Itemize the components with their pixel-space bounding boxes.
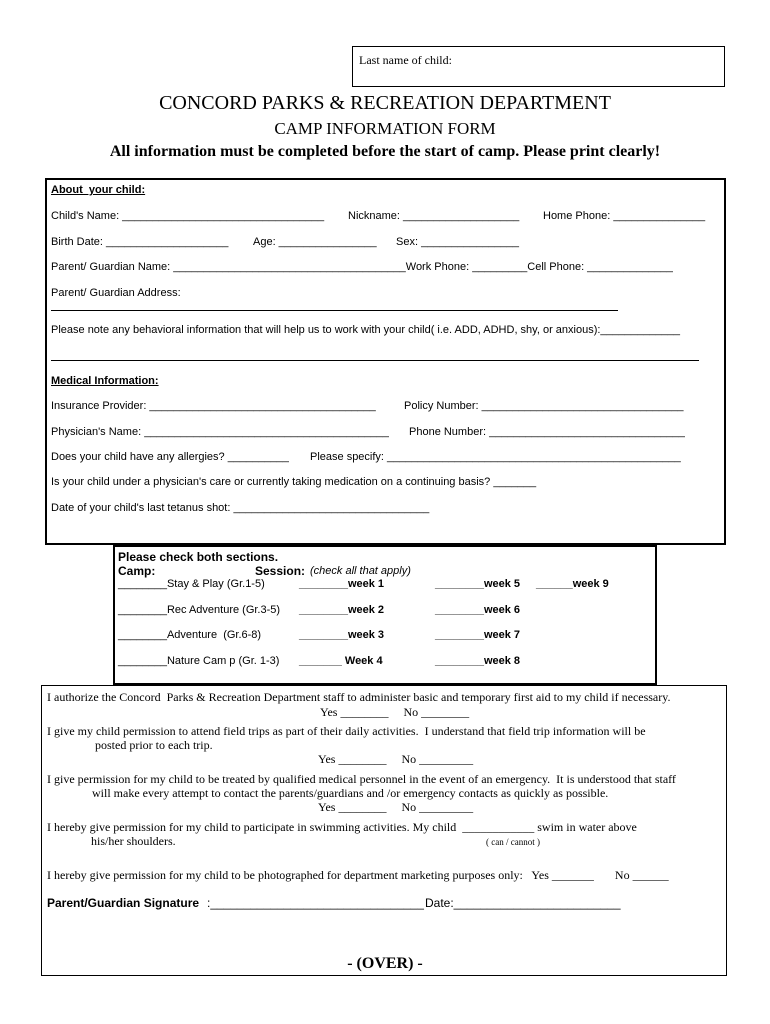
behavior-field[interactable]: Please note any behavioral information that will help us to work with your child( i.e. ADD, ADHD, shy, or anxious):_____________	[51, 324, 680, 336]
first-aid-yes-no[interactable]: Yes ________ No ________	[320, 705, 470, 719]
birth-date-field[interactable]: Birth Date: ____________________	[51, 236, 229, 248]
first-aid-text: I authorize the Concord Parks & Recreation Department staff to administer basic and temporary first aid to my child if necessary.	[47, 690, 671, 704]
form-instruction: All information must be completed before the start of camp. Please print clearly!	[109, 143, 661, 160]
nickname-field[interactable]: Nickname: ___________________	[348, 210, 520, 222]
about-heading: About your child:	[51, 184, 146, 196]
swimming-text[interactable]: I hereby give permission for my child to participate in swimming activities. My child ____________ swim in water above	[47, 820, 637, 834]
week-option[interactable]: ________week 3	[299, 629, 385, 641]
camp-label: Camp:	[118, 564, 156, 578]
page-title: CONCORD PARKS & RECREATION DEPARTMENT	[159, 92, 611, 114]
sessions-heading: Please check both sections.	[118, 550, 279, 564]
week-option[interactable]: ________week 7	[435, 629, 521, 641]
last-name-label: Last name of child:	[359, 53, 452, 67]
photo-permission-text[interactable]: I hereby give permission for my child to be photographed for department marketing purposes only: Yes _______ No ______	[47, 868, 669, 882]
week-option[interactable]: ________week 1	[299, 578, 385, 590]
physician-phone-field[interactable]: Phone Number: ________________________________	[409, 426, 685, 438]
parent-address-label: Parent/ Guardian Address:	[51, 287, 181, 299]
medication-field[interactable]: Is your child under a physician's care or currently taking medication on a continuing basis? _______	[51, 476, 537, 488]
medical-heading: Medical Information:	[51, 375, 159, 387]
medical-treatment-text: I give permission for my child to be treated by qualified medical personnel in the event of an emergency. It is understood that staff	[47, 772, 676, 786]
signature-label: Parent/Guardian Signature	[47, 896, 200, 910]
camp-option[interactable]: ________Rec Adventure (Gr.3-5)	[118, 604, 281, 616]
over-footer: - (OVER) -	[347, 955, 423, 972]
week-option[interactable]: ______week 9	[536, 578, 609, 590]
childs-name-field[interactable]: Child's Name: _________________________________	[51, 210, 325, 222]
medical-treatment-text-cont: will make every attempt to contact the parents/guardians and /or emergency contacts as quickly as possible.	[92, 786, 609, 800]
field-trips-text: I give my child permission to attend field trips as part of their daily activities. I understand that field trip information will be	[47, 724, 646, 738]
policy-number-field[interactable]: Policy Number: _________________________________	[404, 400, 684, 412]
insurance-field[interactable]: Insurance Provider: _____________________________________	[51, 400, 376, 412]
behavior-line[interactable]	[51, 360, 699, 361]
tetanus-field[interactable]: Date of your child's last tetanus shot: ________________________________	[51, 502, 430, 514]
week-option[interactable]: ________week 6	[435, 604, 521, 616]
week-option[interactable]: _______ Week 4	[299, 655, 383, 667]
session-label: Session:	[255, 564, 306, 578]
parent-address-line[interactable]	[51, 310, 618, 311]
medical-treatment-yes-no[interactable]: Yes ________ No _________	[318, 800, 474, 814]
allergies-specify-field[interactable]: Please specify: ________________________________________________	[310, 451, 681, 463]
camp-option[interactable]: ________Stay & Play (Gr.1-5)	[118, 578, 265, 590]
date-field[interactable]: Date:_________________________	[425, 896, 621, 910]
week-option[interactable]: ________week 5	[435, 578, 521, 590]
parent-name-phones-field[interactable]: Parent/ Guardian Name: ______________________________________Work Phone: _________Cell Phone: ______________	[51, 261, 673, 273]
signature-line[interactable]: :________________________________	[207, 896, 424, 910]
field-trips-text-cont: posted prior to each trip.	[95, 738, 213, 752]
swimming-can-cannot-note: ( can / cannot )	[486, 837, 540, 847]
physician-name-field[interactable]: Physician's Name: ________________________________________	[51, 426, 389, 438]
home-phone-field[interactable]: Home Phone: _______________	[543, 210, 706, 222]
field-trips-yes-no[interactable]: Yes ________ No _________	[318, 752, 474, 766]
child-info-section	[45, 178, 726, 545]
swimming-text-cont: his/her shoulders.	[91, 834, 176, 848]
session-note: (check all that apply)	[310, 565, 411, 577]
camp-option[interactable]: ________Nature Cam p (Gr. 1-3)	[118, 655, 280, 667]
allergies-field[interactable]: Does your child have any allergies? __________	[51, 451, 289, 463]
last-name-box[interactable]	[352, 46, 725, 87]
camp-option[interactable]: ________Adventure (Gr.6-8)	[118, 629, 262, 641]
form-subtitle: CAMP INFORMATION FORM	[274, 119, 496, 138]
sex-field[interactable]: Sex: ________________	[396, 236, 519, 248]
week-option[interactable]: ________week 2	[299, 604, 385, 616]
age-field[interactable]: Age: ________________	[253, 236, 377, 248]
week-option[interactable]: ________week 8	[435, 655, 521, 667]
